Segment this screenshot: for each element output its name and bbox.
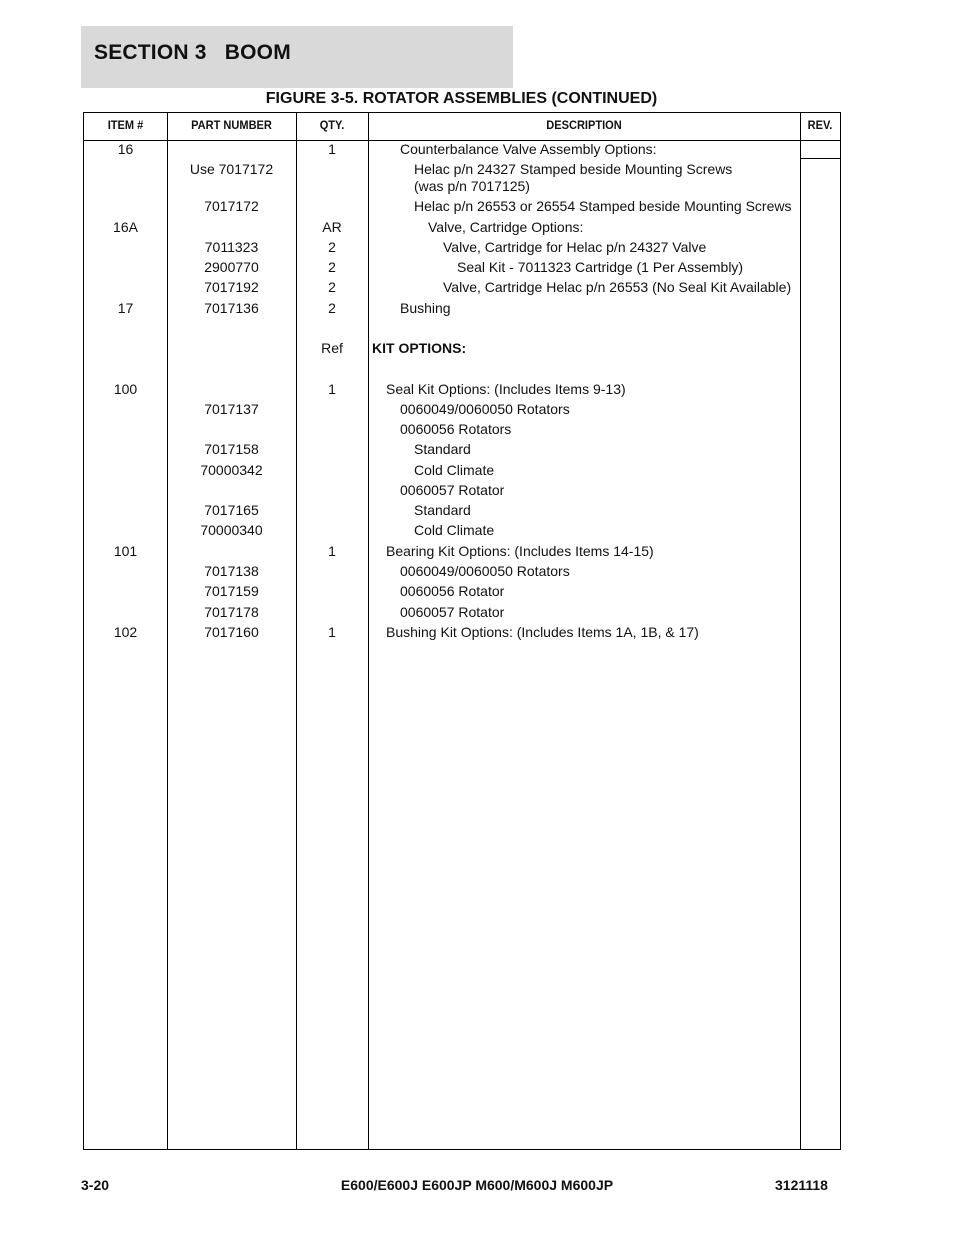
row-part-number: 7017172 (204, 198, 259, 214)
row-description: 0060056 Rotator (400, 583, 505, 599)
row-qty: 1 (328, 381, 336, 397)
row-description: 0060056 Rotators (400, 421, 512, 437)
row-description: (was p/n 7017125) (414, 178, 530, 194)
row-description: Bushing Kit Options: (Includes Items 1A, 1B, & 17) (386, 624, 699, 640)
header-rev: REV. (807, 118, 833, 132)
row-part-number: 70000342 (200, 462, 263, 478)
row-part-number: 7011323 (204, 239, 259, 255)
row-description: 0060057 Rotator (400, 482, 505, 498)
rev-rule (800, 158, 840, 159)
row-part-number: 7017138 (204, 563, 259, 579)
row-qty: 2 (328, 259, 336, 275)
header-part-number: PART NUMBER (191, 118, 272, 132)
row-item-number: 100 (113, 381, 138, 397)
row-qty: 2 (328, 300, 336, 316)
row-part-number: 7017165 (204, 502, 259, 518)
row-part-number: 7017178 (204, 604, 259, 620)
row-description: Valve, Cartridge Options: (428, 219, 584, 235)
row-description: Valve, Cartridge for Helac p/n 24327 Valve (443, 239, 707, 255)
row-part-number: 7017159 (204, 583, 259, 599)
row-qty: 1 (328, 543, 336, 559)
row-description: Standard (414, 441, 471, 457)
header-item: ITEM # (107, 118, 144, 132)
row-description: Cold Climate (414, 462, 495, 478)
row-part-number: 7017158 (204, 441, 259, 457)
row-description: Bearing Kit Options: (Includes Items 14-15) (386, 543, 654, 559)
row-description: Valve, Cartridge Helac p/n 26553 (No Seal Kit Available) (443, 279, 792, 295)
row-qty: AR (322, 219, 342, 235)
row-description: 0060057 Rotator (400, 604, 505, 620)
figure-title: FIGURE 3-5. ROTATOR ASSEMBLIES (CONTINUED) (265, 90, 658, 107)
row-description: 0060049/0060050 Rotators (400, 563, 570, 579)
row-qty: 1 (328, 624, 336, 640)
row-item-number: 16A (113, 219, 138, 235)
row-item-number: 16 (117, 141, 134, 157)
row-qty: Ref (321, 340, 343, 356)
parts-table (83, 112, 841, 1150)
section-header (81, 26, 513, 88)
row-description: Counterbalance Valve Assembly Options: (400, 141, 657, 157)
row-description: Cold Climate (414, 522, 495, 538)
row-description: Standard (414, 502, 471, 518)
row-part-number: 7017192 (204, 279, 259, 295)
row-description: Seal Kit - 7011323 Cartridge (1 Per Assembly) (457, 259, 744, 275)
row-part-number: Use 7017172 (189, 161, 274, 177)
row-part-number: 7017136 (204, 300, 259, 316)
header-description: DESCRIPTION (546, 118, 622, 132)
row-description: Helac p/n 26553 or 26554 Stamped beside Mounting Screws (414, 198, 792, 214)
row-description: 0060049/0060050 Rotators (400, 401, 570, 417)
row-item-number: 102 (113, 624, 138, 640)
header-qty: QTY. (319, 118, 345, 132)
row-part-number: 7017160 (204, 624, 259, 640)
footer-doc-number: 3121118 (775, 1177, 828, 1193)
row-item-number: 101 (113, 543, 138, 559)
row-qty: 2 (328, 279, 336, 295)
row-part-number: 2900770 (204, 259, 259, 275)
row-description: Bushing (400, 300, 451, 316)
row-description: KIT OPTIONS: (372, 340, 467, 356)
row-item-number: 17 (117, 300, 134, 316)
row-description: Helac p/n 24327 Stamped beside Mounting Screws (414, 161, 733, 177)
column-divider (368, 113, 369, 1149)
footer-page-number: 3-20 (81, 1177, 110, 1193)
column-divider (800, 113, 801, 1149)
row-part-number: 70000340 (200, 522, 263, 538)
row-qty: 1 (328, 141, 336, 157)
section-title: SECTION 3 BOOM (94, 41, 291, 64)
row-description: Seal Kit Options: (Includes Items 9-13) (386, 381, 626, 397)
row-part-number: 7017137 (204, 401, 259, 417)
row-qty: 2 (328, 239, 336, 255)
footer-models: E600/E600J E600JP M600/M600J M600JP (340, 1177, 614, 1193)
